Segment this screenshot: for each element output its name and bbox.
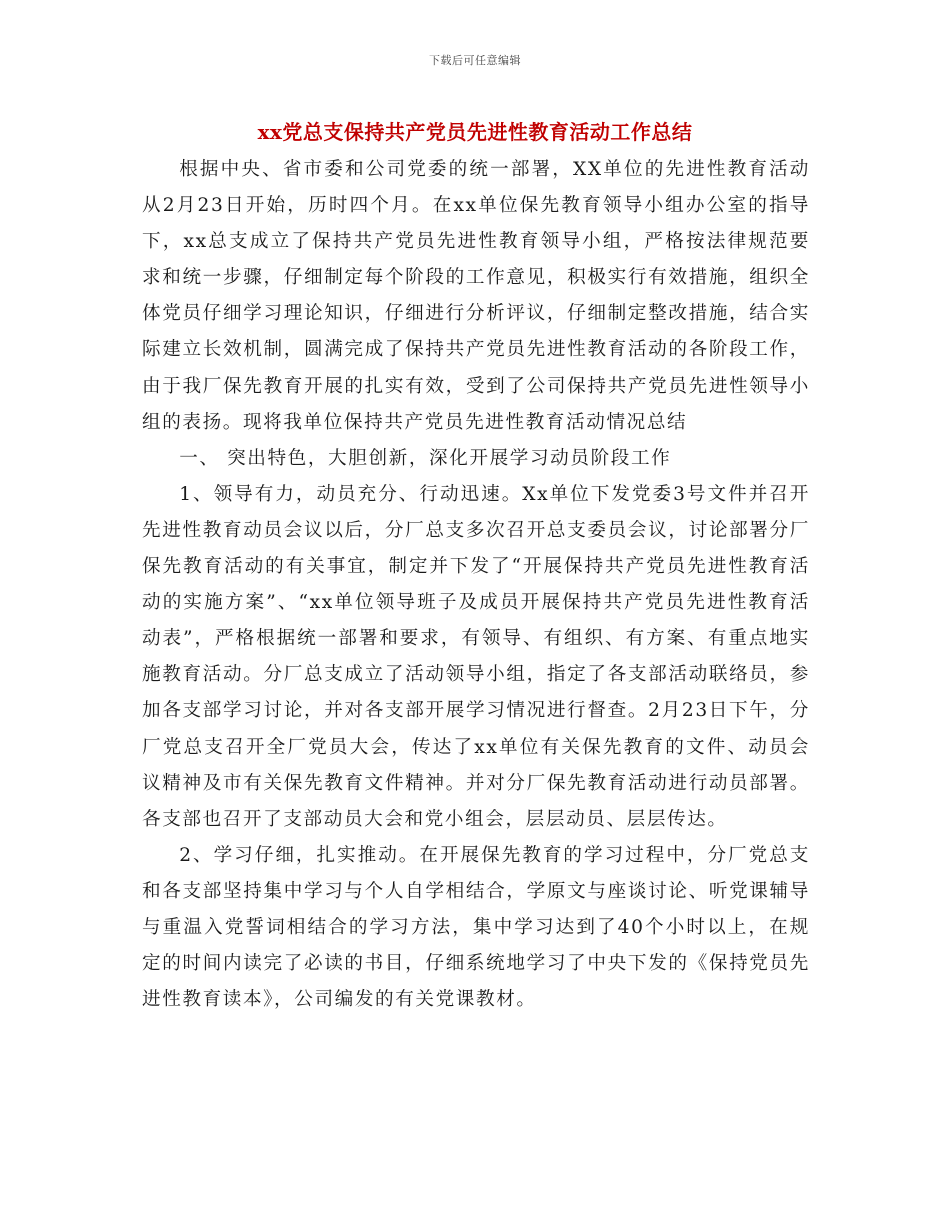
- document-title: xx党总支保持共产党员先进性教育活动工作总结: [257, 120, 693, 144]
- section-heading-1: 一、 突出特色，大胆创新，深化开展学习动员阶段工作: [179, 447, 672, 469]
- paragraph-item-2: 2、学习仔细，扎实推动。在开展保先教育的学习过程中，分厂党总支和各支部坚持集中学习与个人自学相结合，学原文与座谈讨论、听党课辅导与重温入党誓词相结合的学习方法，集中学习达到了40个小时以上，在规定的时间内读完了必读的书目，仔细系统地学习了中央下发的《保持党员先进性教育读本》，公司编发的有关党课教材。: [142, 844, 810, 1011]
- paragraph-item-1: 1、领导有力，动员充分、行动迅速。Xx单位下发党委3号文件并召开先进性教育动员会议以后，分厂总支多次召开总支委员会议，讨论部署分厂保先教育活动的有关事宜，制定并下发了“开展保持共产党员先进性教育活动的实施方案”、“xx单位领导班子及成员开展保持共产党员先进性教育活动表”，严格根据统一部署和要求，有领导、有组织、有方案、有重点地实施教育活动。分厂总支成立了活动领导小组，指定了各支部活动联络员，参加各支部学习讨论，并对各支部开展学习情况进行督查。2月23日下午，分厂党总支召开全厂党员大会，传达了xx单位有关保先教育的文件、动员会议精神及市有关保先教育文件精神。并对分厂保先教育活动进行动员部署。各支部也召开了支部动员大会和党小组会，层层动员、层层传达。: [142, 483, 810, 830]
- header-note: 下载后可任意编辑: [429, 54, 521, 67]
- paragraph-intro: 根据中央、省市委和公司党委的统一部署，XX单位的先进性教育活动从2月23日开始，历时四个月。在xx单位保先教育领导小组办公室的指导下，xx总支成立了保持共产党员先进性教育领导小组，严格按法律规范要求和统一步骤，仔细制定每个阶段的工作意见，积极实行有效措施，组织全体党员仔细学习理论知识，仔细进行分析评议，仔细制定整改措施，结合实际建立长效机制，圆满完成了保持共产党员先进性教育活动的各阶段工作，由于我厂保先教育开展的扎实有效，受到了公司保持共产党员先进性领导小组的表扬。现将我单位保持共产党员先进性教育活动情况总结: [142, 159, 810, 433]
- document-body: [142, 152, 810, 1018]
